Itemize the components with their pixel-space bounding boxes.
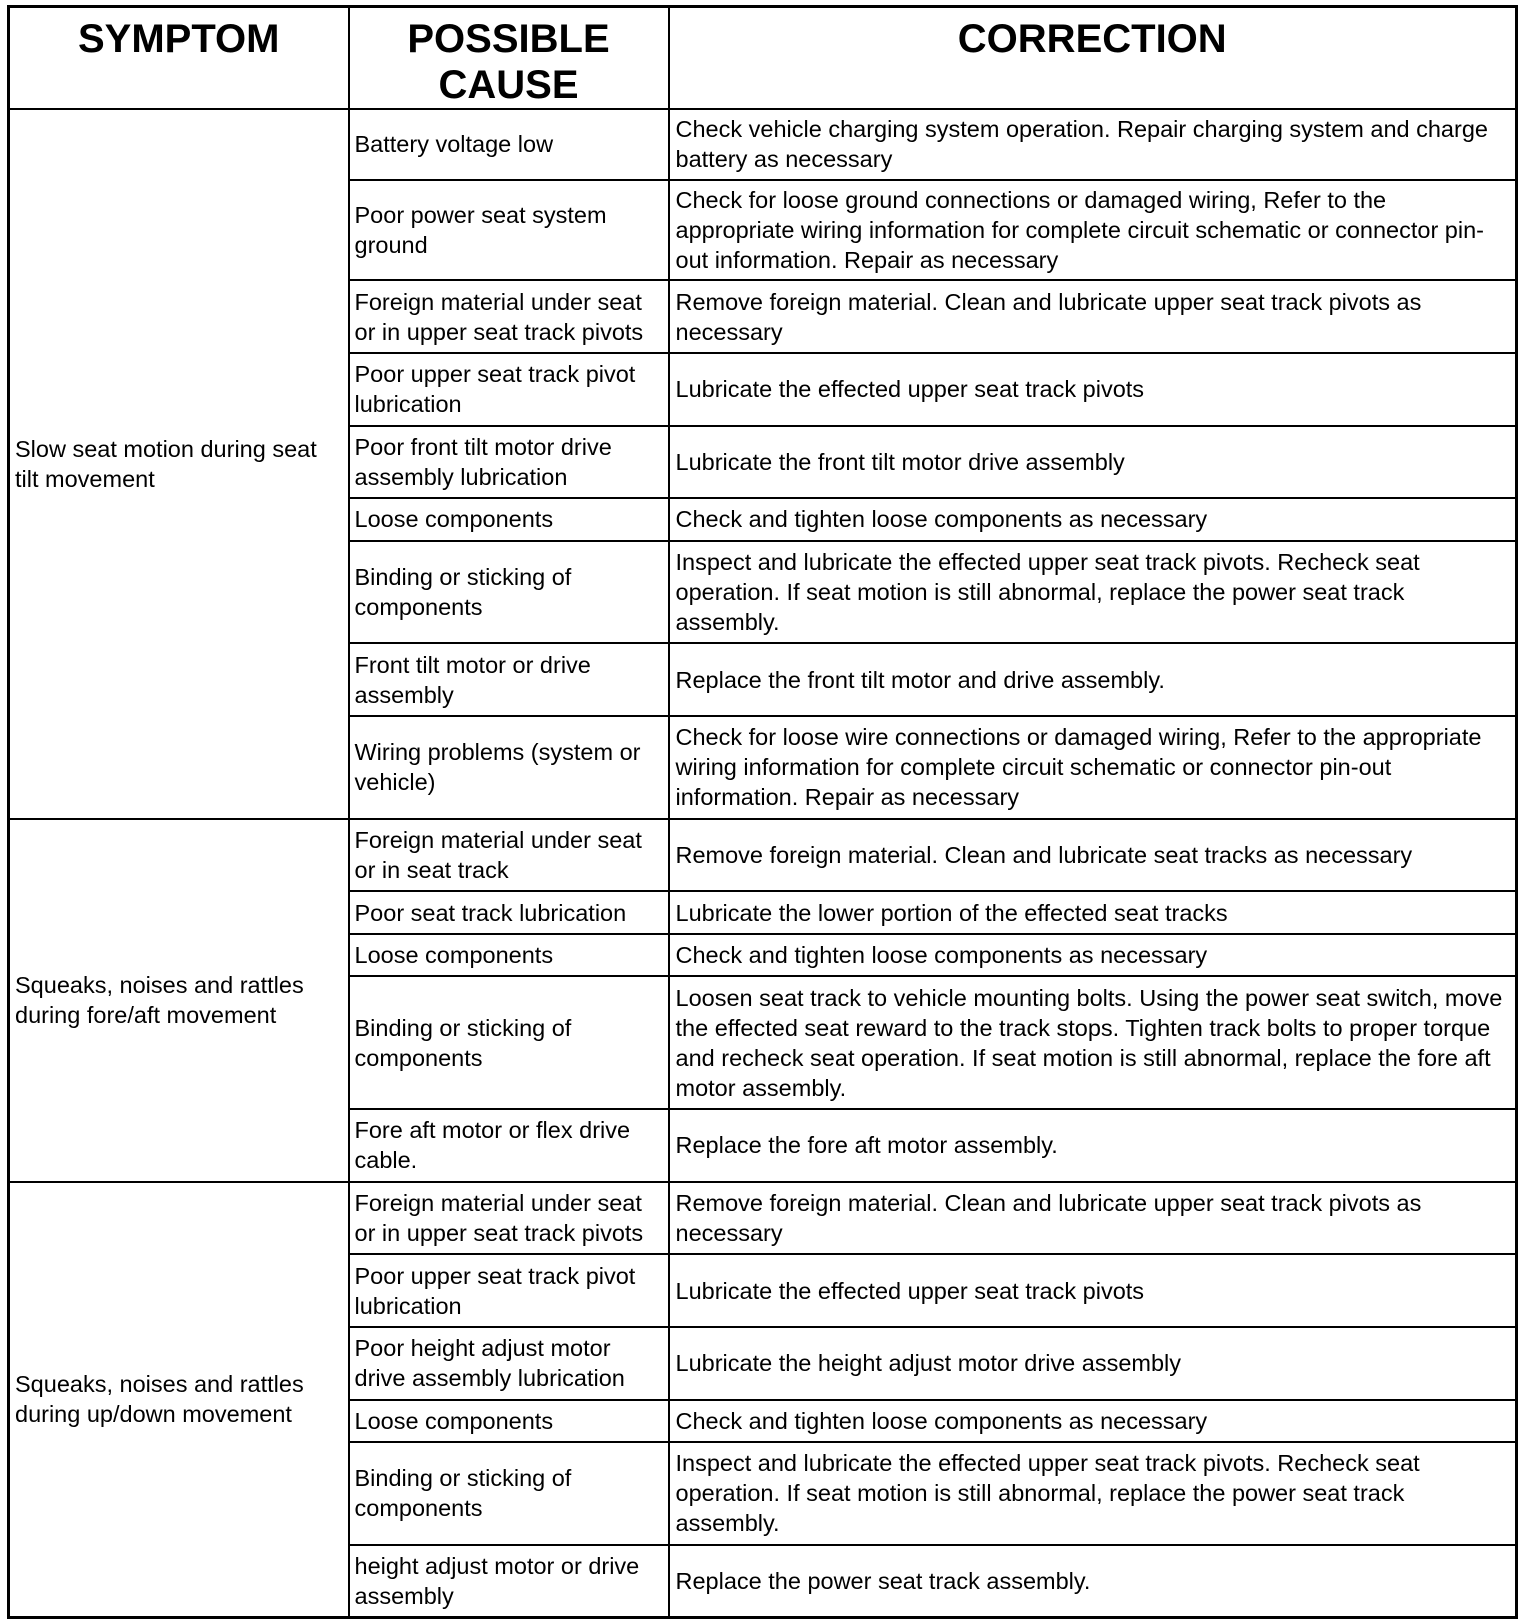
header-possible-cause: POSSIBLE CAUSE xyxy=(349,7,669,110)
cause-cell: Poor front tilt motor drive assembly lubrication xyxy=(349,426,669,499)
correction-cell: Lubricate the height adjust motor drive assembly xyxy=(669,1327,1517,1400)
correction-cell: Remove foreign material. Clean and lubricate upper seat track pivots as necessary xyxy=(669,1182,1517,1255)
correction-cell: Lubricate the lower portion of the effected seat tracks xyxy=(669,891,1517,933)
cause-cell: Foreign material under seat or in seat track xyxy=(349,819,669,892)
correction-cell: Lubricate the front tilt motor drive assembly xyxy=(669,426,1517,499)
symptom-cell: Squeaks, noises and rattles during up/down movement xyxy=(9,1182,349,1618)
cause-cell: Wiring problems (system or vehicle) xyxy=(349,716,669,819)
cause-cell: Binding or sticking of components xyxy=(349,976,669,1109)
correction-cell: Check for loose wire connections or damaged wiring, Refer to the appropriate wiring information for complete circuit schematic or connector pin-out information. Repair as necessary xyxy=(669,716,1517,819)
cause-cell: Battery voltage low xyxy=(349,109,669,180)
correction-cell: Check and tighten loose components as necessary xyxy=(669,498,1517,540)
cause-cell: Poor seat track lubrication xyxy=(349,891,669,933)
cause-cell: Binding or sticking of components xyxy=(349,1442,669,1545)
correction-cell: Inspect and lubricate the effected upper seat track pivots. Recheck seat operation. If seat motion is still abnormal, replace the power seat track assembly. xyxy=(669,541,1517,644)
cause-cell: Loose components xyxy=(349,934,669,976)
correction-cell: Check and tighten loose components as necessary xyxy=(669,934,1517,976)
correction-cell: Inspect and lubricate the effected upper seat track pivots. Recheck seat operation. If seat motion is still abnormal, replace the power seat track assembly. xyxy=(669,1442,1517,1545)
cause-cell: Fore aft motor or flex drive cable. xyxy=(349,1109,669,1182)
correction-cell: Check for loose ground connections or damaged wiring, Refer to the appropriate wiring information for complete circuit schematic or connector pin-out information. Repair as necessary xyxy=(669,180,1517,281)
table-row xyxy=(9,109,1517,180)
cause-cell: Loose components xyxy=(349,498,669,540)
correction-cell: Replace the fore aft motor assembly. xyxy=(669,1109,1517,1182)
header-correction: CORRECTION xyxy=(669,7,1517,110)
correction-cell: Check vehicle charging system operation. Repair charging system and charge battery as necessary xyxy=(669,109,1517,180)
correction-cell: Remove foreign material. Clean and lubricate upper seat track pivots as necessary xyxy=(669,280,1517,353)
cause-cell: Foreign material under seat or in upper seat track pivots xyxy=(349,280,669,353)
table-row xyxy=(9,819,1517,892)
header-symptom: SYMPTOM xyxy=(9,7,349,110)
cause-cell: Foreign material under seat or in upper seat track pivots xyxy=(349,1182,669,1255)
cause-cell: Loose components xyxy=(349,1400,669,1442)
cause-cell: Poor power seat system ground xyxy=(349,180,669,281)
table-row xyxy=(9,1182,1517,1255)
cause-cell: Front tilt motor or drive assembly xyxy=(349,643,669,716)
correction-cell: Lubricate the effected upper seat track pivots xyxy=(669,353,1517,426)
correction-cell: Loosen seat track to vehicle mounting bolts. Using the power seat switch, move the effected seat reward to the track stops. Tighten track bolts to proper torque and recheck seat operation. If seat motion is still abnormal, replace the fore aft motor assembly. xyxy=(669,976,1517,1109)
correction-cell: Replace the power seat track assembly. xyxy=(669,1545,1517,1618)
cause-cell: Poor upper seat track pivot lubrication xyxy=(349,353,669,426)
cause-cell: height adjust motor or drive assembly xyxy=(349,1545,669,1618)
diagnosis-table xyxy=(7,5,1518,1619)
header-row xyxy=(9,7,1517,110)
correction-cell: Replace the front tilt motor and drive assembly. xyxy=(669,643,1517,716)
correction-cell: Lubricate the effected upper seat track pivots xyxy=(669,1254,1517,1327)
symptom-cell: Squeaks, noises and rattles during fore/aft movement xyxy=(9,819,349,1182)
cause-cell: Binding or sticking of components xyxy=(349,541,669,644)
correction-cell: Remove foreign material. Clean and lubricate seat tracks as necessary xyxy=(669,819,1517,892)
cause-cell: Poor upper seat track pivot lubrication xyxy=(349,1254,669,1327)
correction-cell: Check and tighten loose components as necessary xyxy=(669,1400,1517,1442)
cause-cell: Poor height adjust motor drive assembly lubrication xyxy=(349,1327,669,1400)
symptom-cell: Slow seat motion during seat tilt movement xyxy=(9,109,349,819)
